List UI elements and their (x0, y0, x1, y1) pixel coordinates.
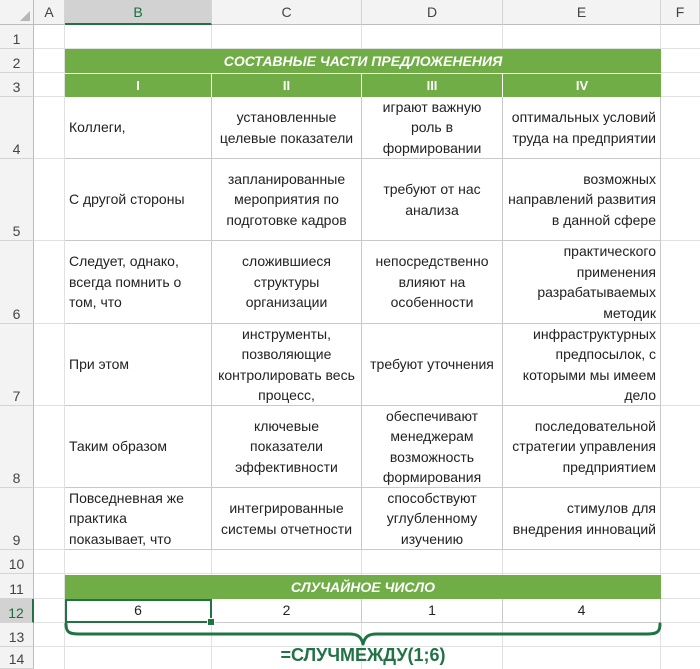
table1-cell[interactable]: инструменты, позволяющие контролировать весь процесс, (212, 324, 362, 406)
table1-cell[interactable]: последовательной стратегии управления предприятием (503, 406, 661, 488)
row-header-10[interactable]: 10 (0, 550, 34, 574)
table1-cell[interactable]: С другой стороны (65, 159, 212, 241)
row-header-4[interactable]: 4 (0, 97, 34, 159)
table1-cell[interactable]: установленные целевые показатели (212, 97, 362, 159)
row-header-8[interactable]: 8 (0, 406, 34, 488)
table1-cell[interactable]: запланированные мероприятия по подготовке кадров (212, 159, 362, 241)
table1-cell[interactable]: ключевые показатели эффективности (212, 406, 362, 488)
column-header-f[interactable]: F (661, 0, 700, 25)
table1-cell[interactable]: требуют уточнения (362, 324, 503, 406)
table1-cell[interactable]: Следует, однако, всегда помнить о том, что (65, 241, 212, 324)
column-header-b[interactable]: B (65, 0, 212, 25)
table1-header-iv[interactable]: IV (503, 73, 661, 97)
row-header-7[interactable]: 7 (0, 324, 34, 406)
table1-cell[interactable]: стимулов для внедрения инноваций (503, 488, 661, 550)
table1-header-i[interactable]: I (65, 73, 212, 97)
table1-cell[interactable]: возможных направлений развития в данной сфере (503, 159, 661, 241)
row-header-13[interactable]: 13 (0, 623, 34, 647)
table1-cell[interactable]: непосредственно влияют на особенности (362, 241, 503, 324)
row-header-11[interactable]: 11 (0, 574, 34, 599)
table1-cell[interactable]: играют важную роль в формировании (362, 97, 503, 159)
row-header-2[interactable]: 2 (0, 49, 34, 73)
random-number-cell-d12[interactable]: 1 (362, 599, 503, 623)
table1-cell[interactable]: сложившиеся структуры организации (212, 241, 362, 324)
table1-cell[interactable]: инфраструктурных предпосылок, с которыми мы имеем дело (503, 324, 661, 406)
row-header-9[interactable]: 9 (0, 488, 34, 550)
table1-cell[interactable]: интегрированные системы отчетности (212, 488, 362, 550)
column-header-e[interactable]: E (503, 0, 661, 25)
curly-brace-icon (63, 622, 663, 646)
row-header-6[interactable]: 6 (0, 241, 34, 324)
column-header-d[interactable]: D (362, 0, 503, 25)
row-header-14[interactable]: 14 (0, 647, 34, 669)
row-header-1[interactable]: 1 (0, 25, 34, 49)
row-header-5[interactable]: 5 (0, 159, 34, 241)
table1-cell[interactable]: Повседневная же практика показывает, что (65, 488, 212, 550)
table1-cell[interactable]: Коллеги, (65, 97, 212, 159)
table1-header-ii[interactable]: II (212, 73, 362, 97)
formula-annotation: =СЛУЧМЕЖДУ(1;6) (280, 645, 446, 665)
row-header-3[interactable]: 3 (0, 73, 34, 97)
table1-cell[interactable]: оптимальных условий труда на предприятии (503, 97, 661, 159)
random-number-cell-c12[interactable]: 2 (212, 599, 362, 623)
column-header-a[interactable]: A (34, 0, 65, 25)
random-number-title[interactable]: СЛУЧАЙНОЕ ЧИСЛО (65, 575, 661, 599)
column-header-c[interactable]: C (212, 0, 362, 25)
table1-cell[interactable]: обеспечивают менеджерам возможность формирования (362, 406, 503, 488)
table1-cell[interactable]: требуют от нас анализа (362, 159, 503, 241)
select-all-corner[interactable] (0, 0, 34, 25)
random-number-cell-e12[interactable]: 4 (503, 599, 661, 623)
random-number-cell-b12[interactable]: 6 (65, 599, 212, 623)
table1-cell[interactable]: При этом (65, 324, 212, 406)
sentence-parts-title[interactable]: СОСТАВНЫЕ ЧАСТИ ПРЕДЛОЖЕНЕНИЯ (65, 49, 661, 73)
row-header-12[interactable]: 12 (0, 599, 34, 623)
table1-cell[interactable]: практического применения разрабатываемых методик (503, 241, 661, 324)
table1-cell[interactable]: Таким образом (65, 406, 212, 488)
table1-cell[interactable]: способствуют углубленному изучению (362, 488, 503, 550)
table1-header-iii[interactable]: III (362, 73, 503, 97)
